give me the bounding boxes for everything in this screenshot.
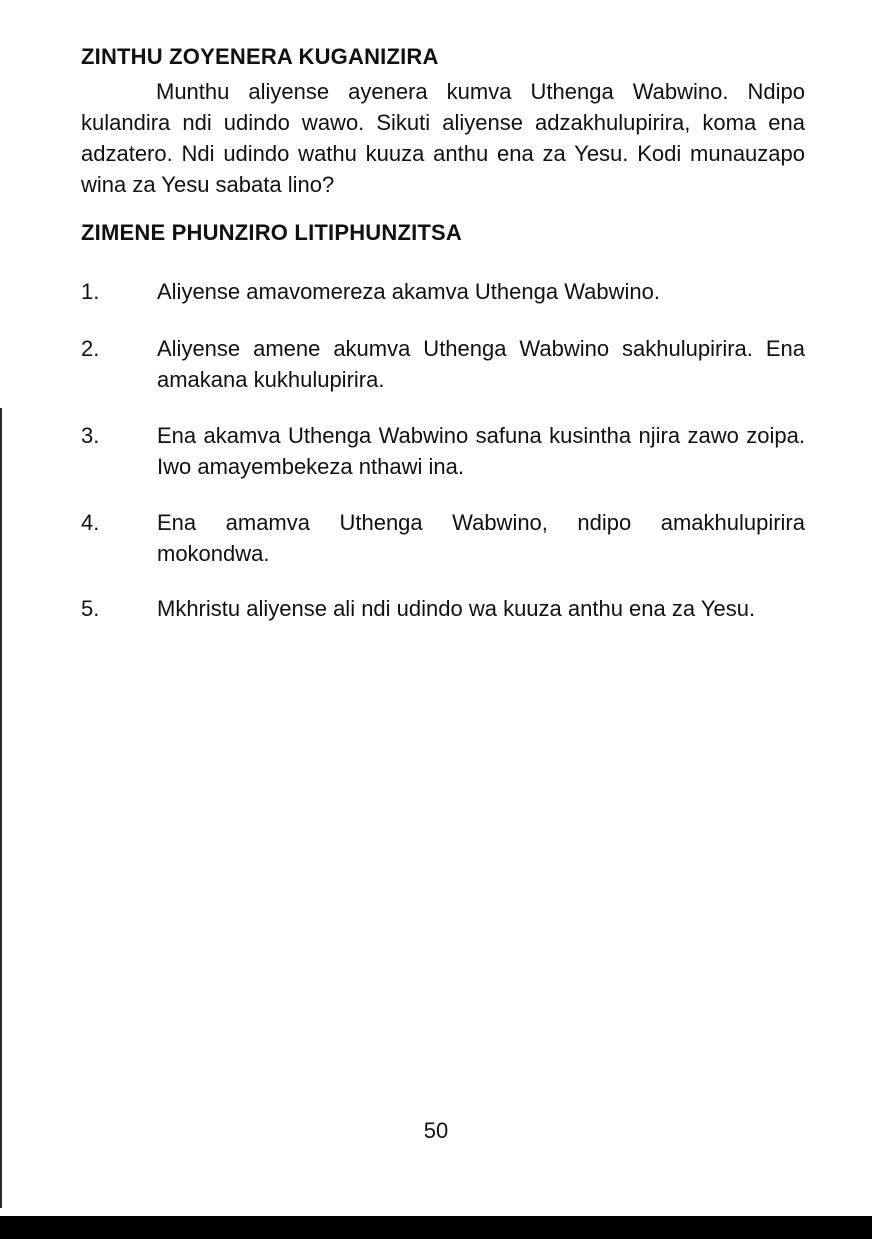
list-item-number: 5. — [81, 596, 100, 621]
list-item-text: Ena amamva Uthenga Wabwino, ndipo amakhulupirira mokondwa. — [157, 510, 805, 566]
page-number: 50 — [423, 1118, 449, 1143]
list-item-text: Mkhristu aliyense ali ndi udindo wa kuuza anthu ena za Yesu. — [157, 596, 756, 621]
list-item-text: Ena akamva Uthenga Wabwino safuna kusintha njira zawo zoipa. Iwo amayembekeza nthawi ina. — [157, 423, 805, 479]
list-item-text: Aliyense amene akumva Uthenga Wabwino sakhulupirira. Ena amakana kukhulupirira. — [157, 336, 805, 392]
list-item-number: 3. — [81, 423, 100, 448]
list-item — [81, 507, 805, 569]
list-item — [81, 593, 805, 624]
list-item-number: 2. — [81, 336, 100, 361]
intro-paragraph: Munthu aliyense ayenera kumva Uthenga Wabwino. Ndipo kulandira ndi udindo wawo. Sikuti aliyense adzakhulupirira, koma ena adzatero. Ndi udindo wathu kuuza anthu ena za Yesu. Kodi munauzapo wina za Yesu sabata lino? — [81, 79, 805, 197]
list-item — [81, 333, 805, 395]
section-heading-lesson-teaches: ZIMENE PHUNZIRO LITIPHUNZITSA — [81, 220, 463, 245]
scan-bottom-border — [0, 1216, 872, 1239]
list-item-text: Aliyense amavomereza akamva Uthenga Wabwino. — [157, 279, 660, 304]
list-item — [81, 276, 805, 307]
section-heading-things-to-consider: ZINTHU ZOYENERA KUGANIZIRA — [81, 44, 439, 69]
scan-left-edge — [0, 408, 2, 1208]
list-item-number: 1. — [81, 279, 100, 304]
list-item-number: 4. — [81, 510, 100, 535]
list-item — [81, 420, 805, 482]
